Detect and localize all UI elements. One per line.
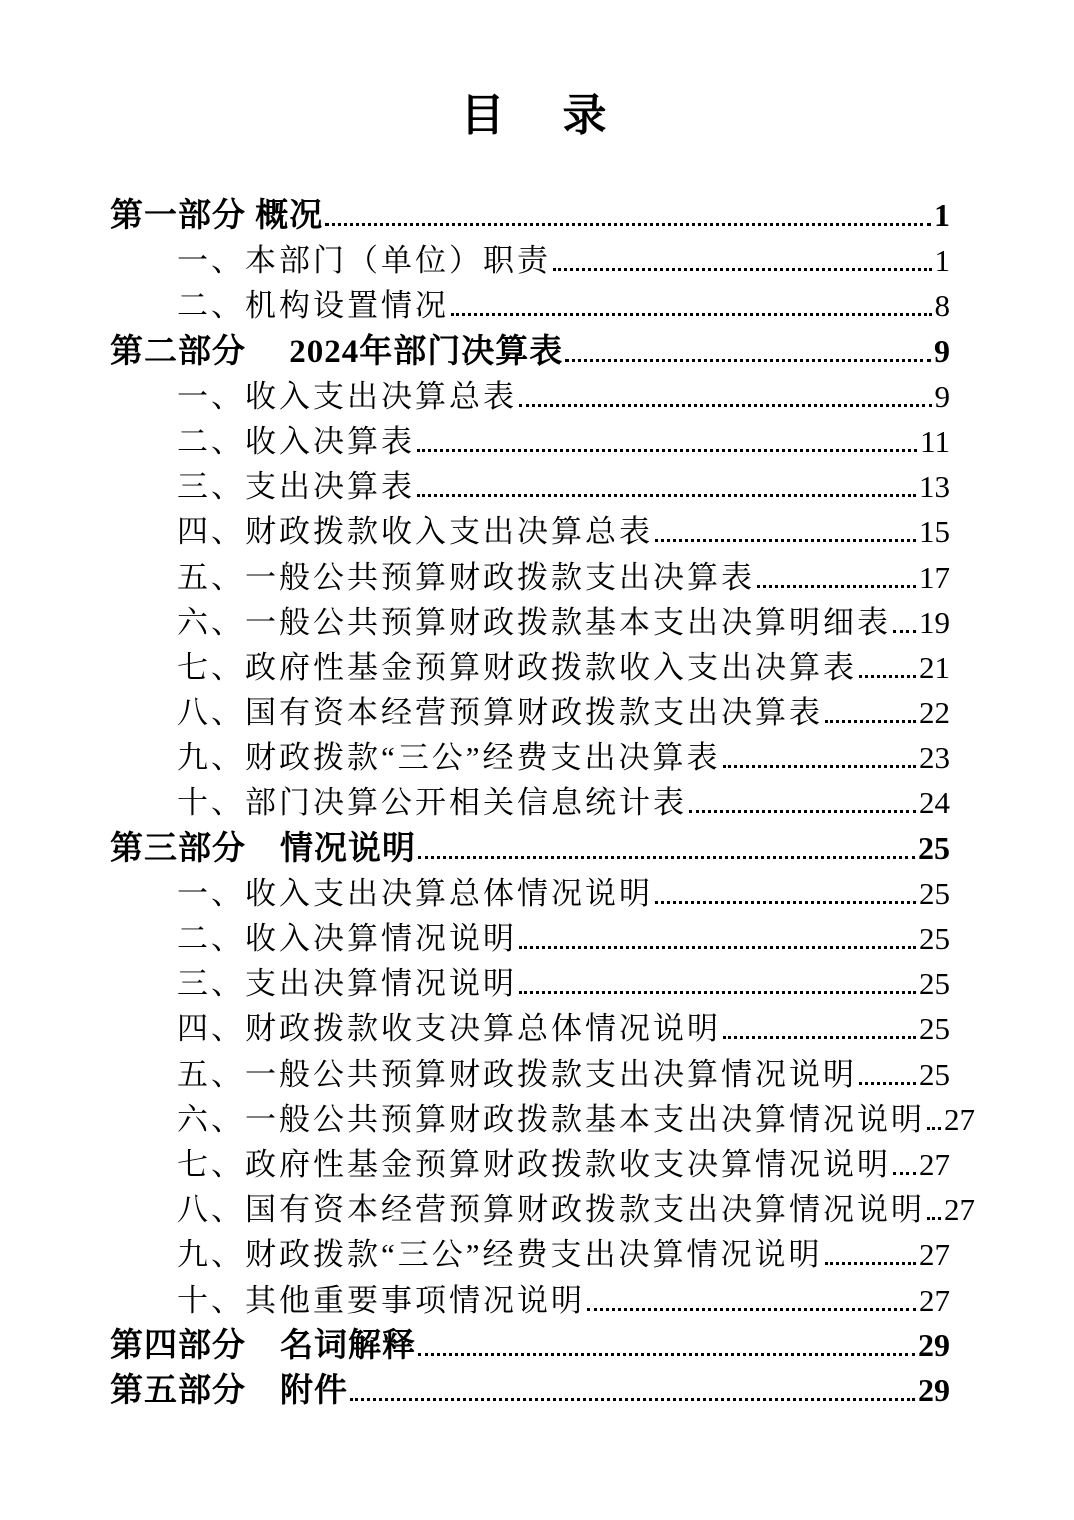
toc-entry-label: 四、财政拨款收支决算总体情况说明 bbox=[177, 1011, 721, 1047]
toc-entry-label: 五、一般公共预算财政拨款支出决算情况说明 bbox=[177, 1056, 857, 1092]
toc-entry[interactable] bbox=[110, 1278, 950, 1323]
toc-leader-dots bbox=[927, 1217, 941, 1220]
toc-leader-dots bbox=[417, 449, 917, 452]
toc-page-number: 25 bbox=[919, 966, 950, 1002]
toc-entry[interactable] bbox=[110, 780, 950, 825]
toc-leader-dots bbox=[757, 585, 916, 588]
toc-leader-dots bbox=[825, 1262, 916, 1265]
toc-entry[interactable] bbox=[110, 1052, 950, 1097]
toc-entry-label: 十、其他重要事项情况说明 bbox=[177, 1282, 585, 1318]
toc-entry[interactable] bbox=[110, 374, 950, 419]
toc-leader-dots bbox=[565, 359, 931, 362]
toc-entry-label: 十、部门决算公开相关信息统计表 bbox=[177, 785, 687, 821]
toc-page-number: 9 bbox=[934, 332, 950, 369]
toc-page-number: 25 bbox=[919, 1056, 950, 1092]
toc-leader-dots bbox=[825, 720, 916, 723]
toc-page-number: 22 bbox=[919, 695, 950, 731]
toc-entry[interactable] bbox=[110, 555, 950, 600]
toc-entry[interactable] bbox=[110, 419, 950, 464]
toc-entry[interactable] bbox=[110, 509, 950, 554]
toc-leader-dots bbox=[325, 223, 931, 226]
toc-entry[interactable] bbox=[110, 645, 950, 690]
toc-page-number: 29 bbox=[918, 1371, 950, 1408]
toc-page-number: 11 bbox=[920, 423, 950, 459]
toc-page-number: 25 bbox=[919, 875, 950, 911]
toc-entry[interactable] bbox=[110, 1097, 975, 1142]
toc-entry-label: 三、支出决算表 bbox=[177, 469, 415, 505]
toc-entry-label: 七、政府性基金预算财政拨款收入支出决算表 bbox=[177, 649, 857, 685]
toc-entry-label: 一、收入支出决算总体情况说明 bbox=[177, 875, 653, 911]
toc-leader-dots bbox=[587, 1308, 916, 1311]
toc-entry-label: 七、政府性基金预算财政拨款收支决算情况说明 bbox=[177, 1146, 891, 1182]
toc-leader-dots bbox=[859, 675, 916, 678]
toc-leader-dots bbox=[893, 1172, 916, 1175]
toc-entry[interactable] bbox=[110, 826, 950, 871]
toc-entry[interactable] bbox=[110, 1187, 975, 1232]
toc-entry-label: 一、本部门（单位）职责 bbox=[177, 243, 551, 279]
toc-entry[interactable] bbox=[110, 735, 950, 780]
toc-entry-label: 四、财政拨款收入支出决算总表 bbox=[177, 514, 653, 550]
toc-entry[interactable] bbox=[110, 1142, 950, 1187]
toc-entry-label: 六、一般公共预算财政拨款基本支出决算情况说明 bbox=[177, 1101, 925, 1137]
toc-entry[interactable] bbox=[110, 1323, 950, 1368]
toc-entry-label: 二、机构设置情况 bbox=[177, 288, 449, 324]
toc-entry-label: 八、国有资本经营预算财政拨款支出决算情况说明 bbox=[177, 1192, 925, 1228]
toc-entry[interactable] bbox=[110, 1006, 950, 1051]
toc-page-number: 25 bbox=[918, 829, 950, 866]
toc-entry-label: 九、财政拨款“三公”经费支出决算情况说明 bbox=[177, 1237, 823, 1273]
toc-leader-dots bbox=[689, 810, 916, 813]
toc-page-number: 29 bbox=[918, 1326, 950, 1363]
toc-page-number: 8 bbox=[934, 288, 950, 324]
toc-page-number: 25 bbox=[919, 1011, 950, 1047]
toc-page-number: 27 bbox=[919, 1282, 950, 1318]
toc-entry[interactable] bbox=[110, 464, 950, 509]
toc-leader-dots bbox=[859, 1082, 916, 1085]
page-title: 目 录 bbox=[460, 91, 614, 140]
toc-page-number: 13 bbox=[919, 469, 950, 505]
toc-entry[interactable] bbox=[110, 916, 950, 961]
toc-page-number: 9 bbox=[934, 378, 950, 414]
toc-entry[interactable] bbox=[110, 961, 950, 1006]
toc-entry[interactable] bbox=[110, 690, 950, 735]
toc-leader-dots bbox=[927, 1127, 941, 1130]
toc-leader-dots bbox=[655, 901, 916, 904]
toc-entry-label: 一、收入支出决算总表 bbox=[177, 378, 517, 414]
toc-page-number: 17 bbox=[919, 559, 950, 595]
toc-leader-dots bbox=[418, 1353, 915, 1356]
toc-page-number: 24 bbox=[919, 785, 950, 821]
toc-entry-label: 二、收入决算情况说明 bbox=[177, 921, 517, 956]
toc-entry[interactable] bbox=[110, 871, 950, 916]
toc-page-number: 19 bbox=[919, 604, 950, 640]
toc-leader-dots bbox=[519, 991, 916, 994]
toc-leader-dots bbox=[519, 404, 932, 407]
toc-entry-label: 八、国有资本经营预算财政拨款支出决算表 bbox=[177, 695, 823, 731]
toc-leader-dots bbox=[655, 539, 916, 542]
toc-entry-label: 六、一般公共预算财政拨款基本支出决算明细表 bbox=[177, 604, 891, 640]
toc-leader-dots bbox=[417, 494, 916, 497]
toc-leader-dots bbox=[418, 856, 915, 859]
toc-entry[interactable] bbox=[110, 1368, 950, 1413]
toc-entry-label: 二、收入决算表 bbox=[177, 423, 415, 459]
toc-entry[interactable] bbox=[110, 329, 950, 374]
toc-entry-label: 第二部分 2024年部门决算表 bbox=[110, 333, 564, 370]
toc-entry[interactable] bbox=[110, 193, 950, 238]
toc-entry[interactable] bbox=[110, 600, 950, 645]
toc-entry[interactable] bbox=[110, 283, 950, 328]
toc-page-number: 15 bbox=[919, 514, 950, 550]
toc-entry-label: 第三部分 情况说明 bbox=[110, 830, 416, 867]
toc-page-number: 21 bbox=[919, 649, 950, 685]
toc-page-number: 25 bbox=[919, 921, 950, 956]
toc-leader-dots bbox=[350, 1398, 915, 1401]
toc-page-number: 23 bbox=[919, 740, 950, 776]
toc-leader-dots bbox=[893, 630, 916, 633]
toc-leader-dots bbox=[723, 765, 916, 768]
toc-entry-label: 第四部分 名词解释 bbox=[110, 1327, 416, 1364]
toc-entry-label: 第一部分 概况 bbox=[110, 198, 324, 234]
toc-entry-label: 九、财政拨款“三公”经费支出决算表 bbox=[177, 740, 721, 776]
toc-list bbox=[0, 193, 1074, 1413]
toc-page-number: 27 bbox=[944, 1101, 975, 1137]
toc-page-number: 1 bbox=[934, 243, 950, 279]
toc-leader-dots bbox=[723, 1036, 916, 1039]
toc-page-number: 27 bbox=[919, 1146, 950, 1182]
toc-leader-dots bbox=[553, 268, 932, 271]
toc-entry[interactable] bbox=[110, 238, 950, 283]
toc-leader-dots bbox=[519, 946, 916, 949]
toc-entry-label: 第五部分 附件 bbox=[110, 1372, 348, 1409]
toc-leader-dots bbox=[451, 313, 932, 316]
toc-page-number: 27 bbox=[944, 1192, 975, 1228]
toc-page-number: 1 bbox=[934, 197, 950, 233]
toc-entry-label: 五、一般公共预算财政拨款支出决算表 bbox=[177, 559, 755, 595]
toc-page-number: 27 bbox=[919, 1237, 950, 1273]
toc-entry[interactable] bbox=[110, 1232, 950, 1277]
toc-entry-label: 三、支出决算情况说明 bbox=[177, 966, 517, 1002]
